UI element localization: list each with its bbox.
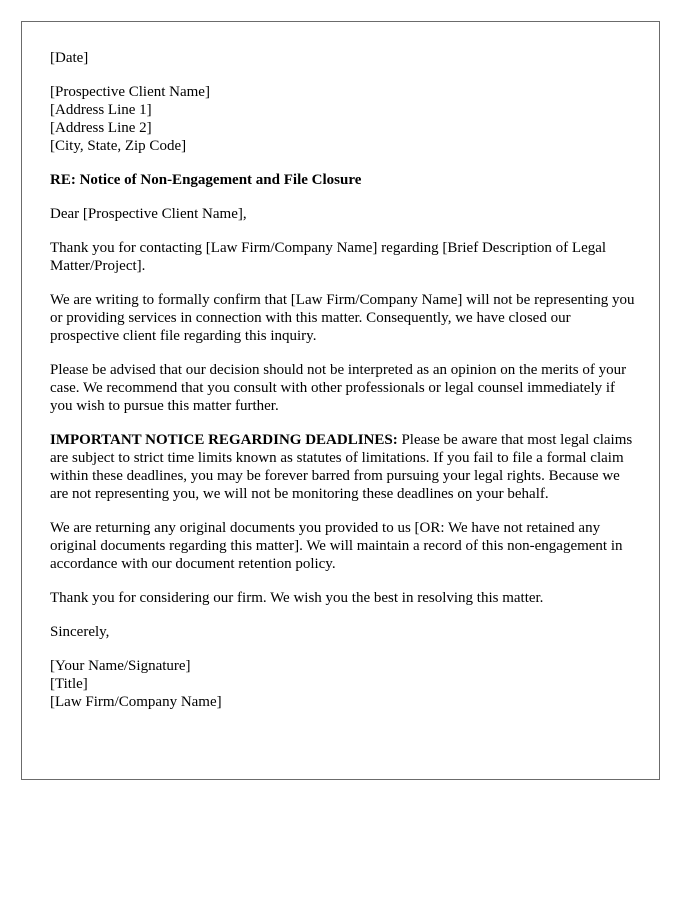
signature-firm: [Law Firm/Company Name]: [50, 694, 222, 710]
letter-page: [21, 21, 660, 780]
signature-name: [Your Name/Signature]: [50, 658, 191, 674]
recipient-city-state-zip: [City, State, Zip Code]: [50, 138, 187, 154]
letter-body: [50, 49, 635, 727]
deadline-notice-text: Please be aware that most legal claims are subject to strict time limits known as statutes of limitations. If you fail to file a formal claim within these deadlines, you may be forever barred from pursuing your legal rights. Because we are not representing you, we will not be monitoring these deadlines on your behalf.: [50, 432, 633, 502]
letter-date: [Date]: [50, 50, 89, 66]
signature-block: [50, 657, 635, 711]
paragraph-thank-you: Thank you for contacting [Law Firm/Company Name] regarding [Brief Description of Legal Matter/Project].: [50, 240, 607, 274]
paragraph-advice: Please be advised that our decision should not be interpreted as an opinion on the merits of your case. We recommend that you consult with other professionals or legal counsel immediately if you wish to pursue this matter further.: [50, 362, 627, 414]
recipient-name: [Prospective Client Name]: [50, 84, 210, 100]
salutation: Dear [Prospective Client Name],: [50, 206, 247, 222]
paragraph-documents: We are returning any original documents you provided to us [OR: We have not retained any original documents regarding this matter]. We will maintain a record of this non-engagement in accordance with our document retention policy.: [50, 520, 623, 572]
paragraph-closing: Thank you for considering our firm. We wish you the best in resolving this matter.: [50, 590, 544, 606]
recipient-address-line-2: [Address Line 2]: [50, 120, 152, 136]
deadline-notice-heading: IMPORTANT NOTICE REGARDING DEADLINES:: [50, 432, 398, 448]
recipient-address-block: [50, 83, 635, 155]
recipient-address-line-1: [Address Line 1]: [50, 102, 152, 118]
deadline-notice-paragraph: [50, 431, 635, 503]
paragraph-non-engagement: We are writing to formally confirm that [Law Firm/Company Name] will not be representing you or providing services in connection with this matter. Consequently, we have closed our prospective client file regarding this inquiry.: [50, 292, 635, 344]
closing-valediction: Sincerely,: [50, 624, 110, 640]
subject-line: RE: Notice of Non-Engagement and File Closure: [50, 172, 362, 188]
signature-title: [Title]: [50, 676, 88, 692]
